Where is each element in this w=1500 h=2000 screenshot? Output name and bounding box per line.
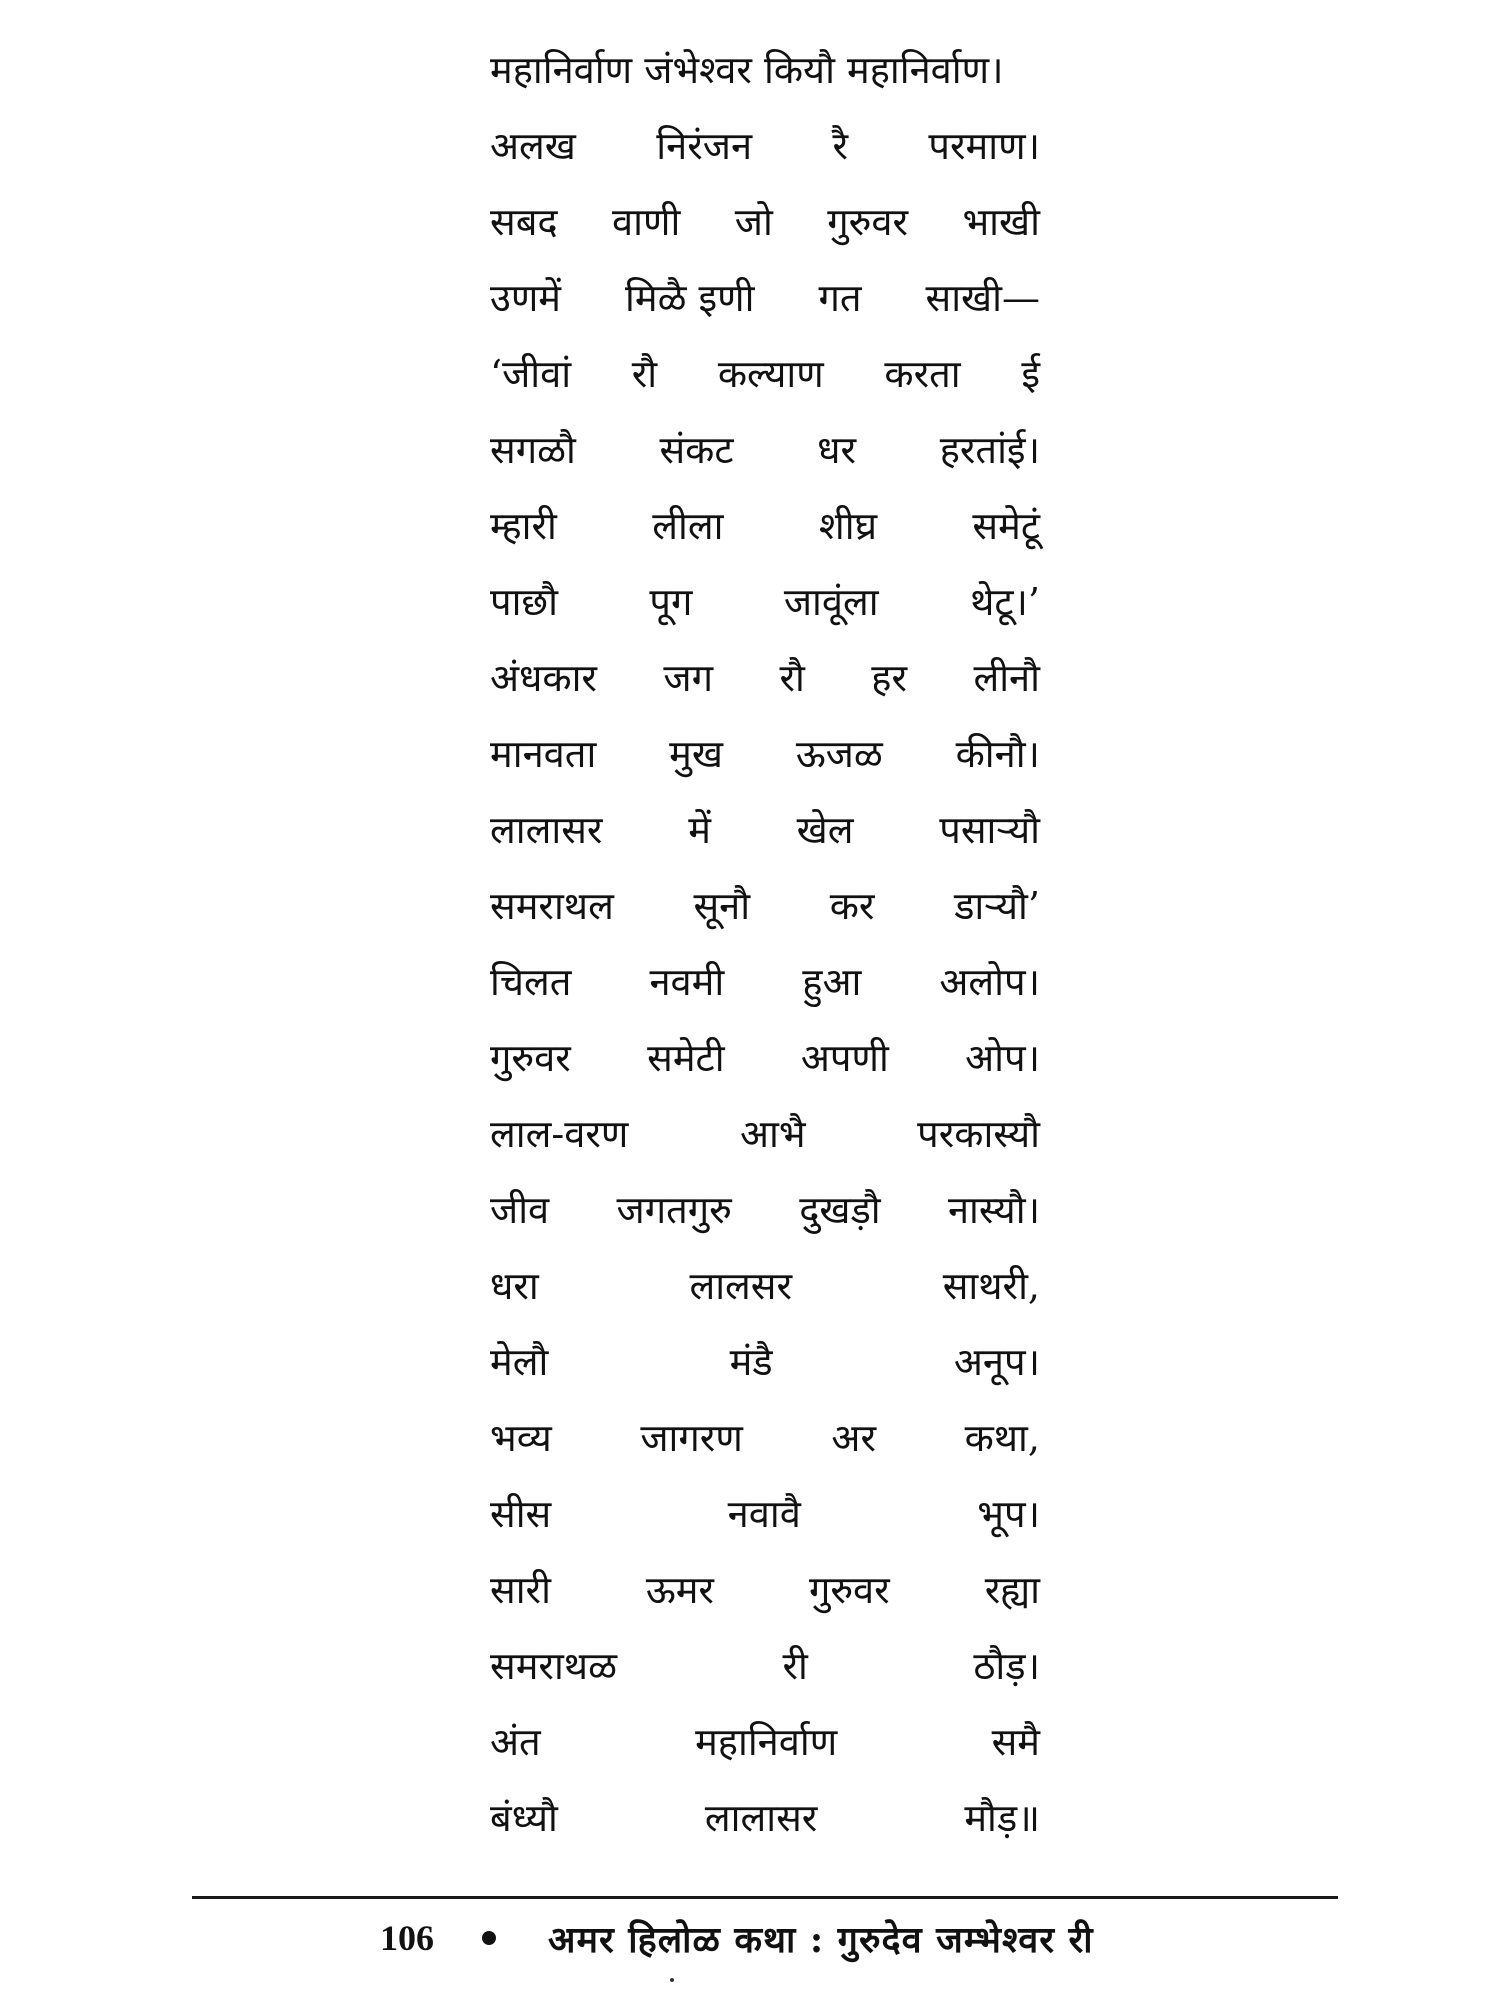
poem-line <box>490 1704 1040 1780</box>
poem-word: लीला <box>652 504 724 548</box>
poem-word: सगळौ <box>490 428 576 472</box>
poem-word: शीघ्र <box>818 504 878 548</box>
poem-word: हरतांई। <box>939 428 1040 472</box>
poem-word: मंडै <box>729 1340 773 1384</box>
poem-word: सूनौ <box>693 884 751 928</box>
poem-word: आभै <box>739 1112 806 1156</box>
poem-word: जावूंला <box>783 580 879 624</box>
poem-word: गुरुवर <box>490 1036 571 1080</box>
poem-word: लालसर <box>689 1264 793 1308</box>
poem-word: ठौड़। <box>973 1644 1040 1688</box>
poem-word: बंध्यौ <box>490 1796 558 1840</box>
print-speck <box>670 1978 674 1982</box>
running-title: अमर हिलोळ कथा : गुरुदेव जम्भेश्वर री <box>548 1918 1094 1961</box>
poem-word: परमाण। <box>928 124 1040 168</box>
poem-word: हुआ <box>802 960 862 1004</box>
poem-word: कर <box>829 884 875 928</box>
poem-word: डार्‍यौ’ <box>954 884 1040 928</box>
poem-line <box>490 1476 1040 1552</box>
poem-word: धरा <box>490 1264 539 1308</box>
poem-word: महानिर्वाण जंभेश्वर कियौ महानिर्वाण। <box>490 48 1004 92</box>
poem-word: अनूप। <box>953 1340 1040 1384</box>
poem-line <box>490 184 1040 260</box>
poem-word: समराथल <box>490 884 614 928</box>
poem-word: अंत <box>490 1720 541 1764</box>
poem-word: अर <box>831 1416 876 1460</box>
poem-word: अलोप। <box>939 960 1040 1004</box>
footer-divider <box>192 1896 1338 1899</box>
poem-word: भाखी <box>962 200 1040 244</box>
poem-word: धर <box>817 428 857 472</box>
poem-word: समराथळ <box>490 1644 617 1688</box>
poem-word: करता <box>884 352 961 396</box>
poem-word: कथा, <box>964 1416 1040 1460</box>
poem-line <box>490 336 1040 412</box>
poem-word: ऊजळ <box>795 732 883 776</box>
poem-line <box>490 716 1040 792</box>
poem-word: अपणी <box>800 1036 889 1080</box>
poem-word: कल्याण <box>717 352 824 396</box>
poem-word: ऊमर <box>645 1568 714 1612</box>
poem-line <box>490 108 1040 184</box>
poem-word: अलख <box>490 124 576 168</box>
poem-word: जीव <box>490 1188 550 1232</box>
poem-word: गत <box>818 276 862 320</box>
poem-word: वाणी <box>612 200 681 244</box>
poem-word: लालासर <box>704 1796 818 1840</box>
poem-word: संकट <box>659 428 734 472</box>
poem-word: जग <box>663 656 714 700</box>
poem-word: गुरुवर <box>827 200 909 244</box>
poem-word: सबद <box>490 200 558 244</box>
poem-word: ओप। <box>965 1036 1040 1080</box>
poem-word: समेटूं <box>972 504 1040 548</box>
poem-word: ‘जीवां <box>490 352 572 396</box>
poem-word: रौ <box>779 656 805 700</box>
poem-body <box>490 32 1040 1856</box>
poem-line <box>490 1096 1040 1172</box>
poem-word: सारी <box>490 1568 551 1612</box>
poem-word: रह्या <box>984 1568 1040 1612</box>
poem-word: री <box>782 1644 808 1688</box>
poem-word: मानवता <box>490 732 597 776</box>
poem-word: समेटी <box>647 1036 725 1080</box>
poem-line <box>490 564 1040 640</box>
poem-word: मुख <box>669 732 723 776</box>
poem-word: परकास्यौ <box>917 1112 1040 1156</box>
poem-line <box>490 1324 1040 1400</box>
poem-word: ई <box>1021 352 1040 396</box>
poem-word: जो <box>734 200 773 244</box>
poem-line <box>490 1780 1040 1856</box>
poem-word: खेल <box>796 808 854 852</box>
poem-word: महानिर्वाण <box>695 1720 838 1764</box>
poem-word: मौड़॥ <box>964 1796 1040 1840</box>
poem-line <box>490 32 1040 108</box>
poem-word: जगतगुरु <box>616 1188 732 1232</box>
poem-word: रै <box>832 124 849 168</box>
poem-word: भूप। <box>977 1492 1040 1536</box>
poem-word: चिलत <box>490 960 572 1004</box>
poem-word: रौ <box>631 352 658 396</box>
page-number: 106 <box>380 1918 434 1958</box>
poem-line <box>490 260 1040 336</box>
poem-word: गुरुवर <box>808 1568 890 1612</box>
poem-word: मेलौ <box>490 1340 549 1384</box>
poem-line <box>490 640 1040 716</box>
poem-word: म्हारी <box>490 504 557 548</box>
poem-line <box>490 1020 1040 1096</box>
poem-line <box>490 1172 1040 1248</box>
poem-word: लालासर <box>490 808 603 852</box>
poem-word: लाल-वरण <box>490 1112 629 1156</box>
poem-word: साखी— <box>925 276 1040 320</box>
poem-word: लीनौ <box>973 656 1040 700</box>
poem-word: नवमी <box>649 960 725 1004</box>
page-footer <box>380 1908 1160 1968</box>
poem-word: नास्यौ। <box>947 1188 1040 1232</box>
poem-word: साथरी, <box>942 1264 1040 1308</box>
poem-word: पसार्‍यौ <box>939 808 1040 852</box>
poem-line <box>490 792 1040 868</box>
poem-line <box>490 488 1040 564</box>
poem-line <box>490 868 1040 944</box>
poem-word: नवावै <box>727 1492 801 1536</box>
poem-line <box>490 944 1040 1020</box>
poem-word: उणमें <box>490 276 562 320</box>
poem-line <box>490 412 1040 488</box>
poem-line <box>490 1248 1040 1324</box>
poem-word: में <box>688 808 711 852</box>
poem-word: दुखड़ौ <box>799 1188 881 1232</box>
poem-line <box>490 1552 1040 1628</box>
poem-word: अंधकार <box>490 656 597 700</box>
poem-word: पूग <box>649 580 693 624</box>
poem-word: मिळै इणी <box>625 276 755 320</box>
poem-line <box>490 1628 1040 1704</box>
poem-word: पाछौ <box>490 580 558 624</box>
poem-word: कीनौ। <box>955 732 1040 776</box>
poem-word: हर <box>871 656 908 700</box>
poem-word: सीस <box>490 1492 552 1536</box>
poem-word: जागरण <box>640 1416 743 1460</box>
poem-word: समै <box>991 1720 1040 1764</box>
poem-line <box>490 1400 1040 1476</box>
poem-word: थेटू।’ <box>970 580 1040 624</box>
poem-word: भव्य <box>490 1416 552 1460</box>
bullet-icon <box>482 1931 496 1945</box>
poem-word: निरंजन <box>656 124 753 168</box>
